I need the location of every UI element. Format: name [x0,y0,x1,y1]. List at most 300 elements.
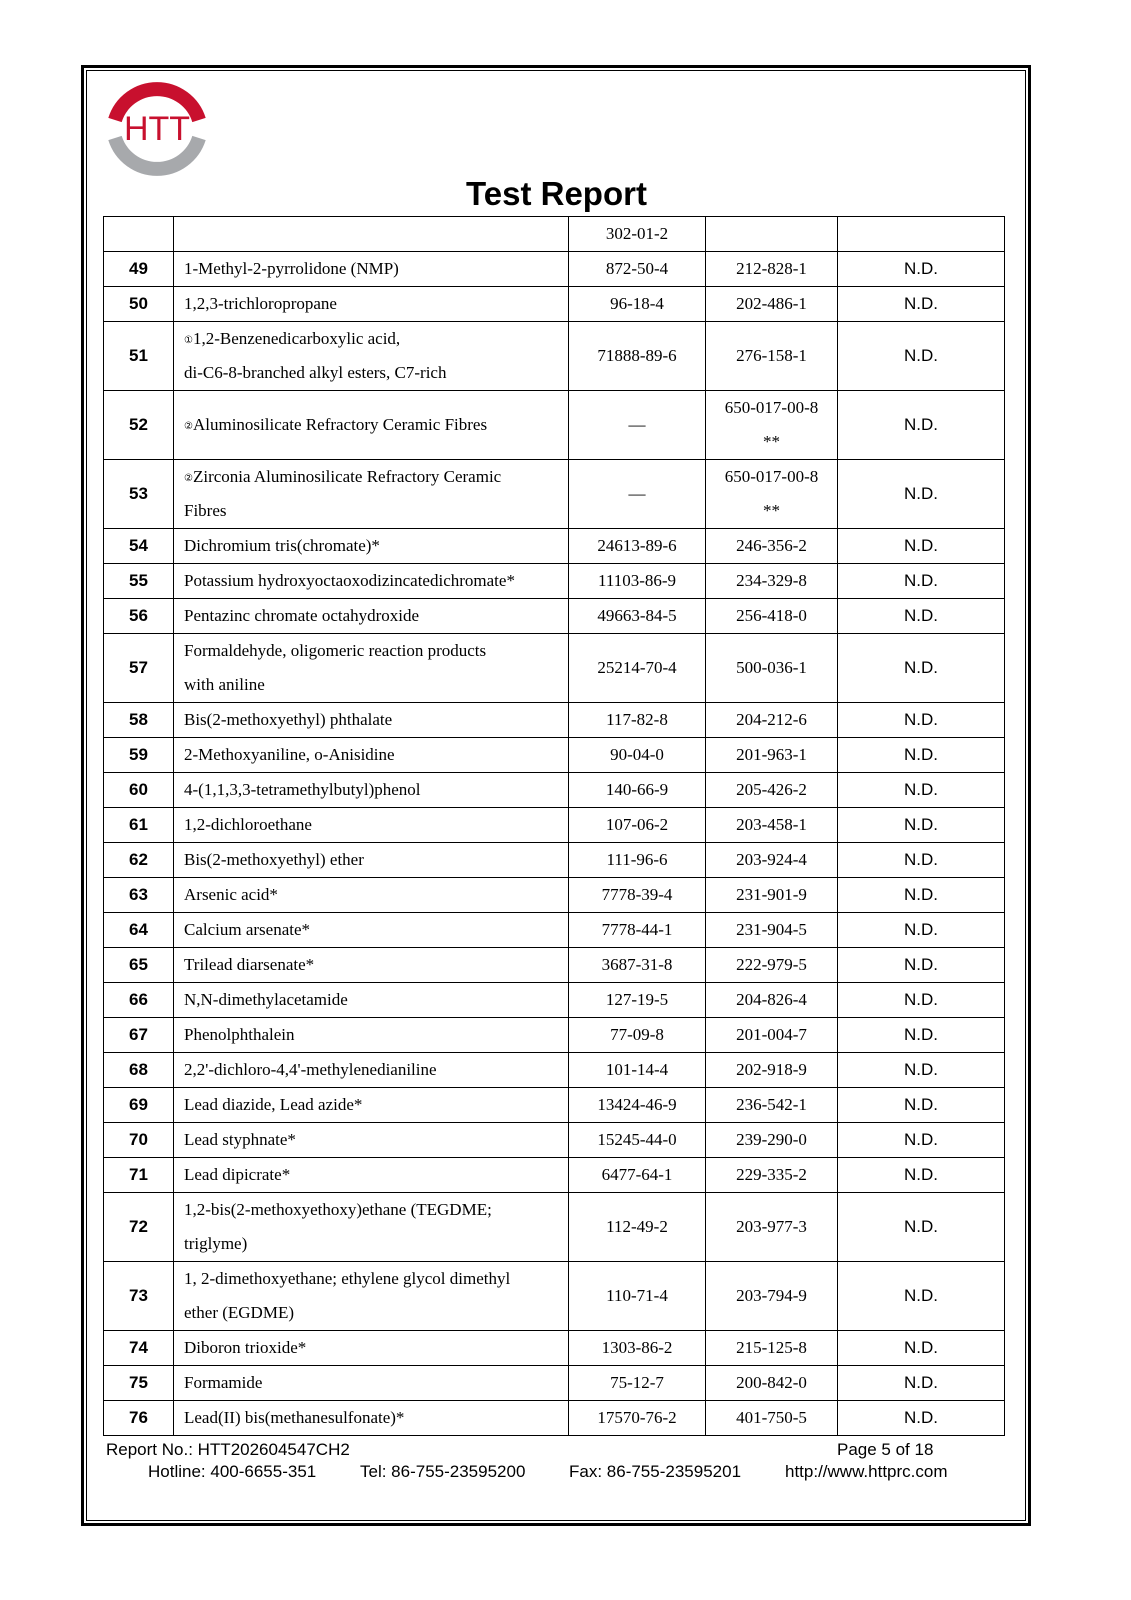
page-title-wrap [0,175,1131,213]
table-row [104,634,1005,703]
cas-number: 101-14-4 [605,1060,669,1079]
cell-ec [706,391,838,460]
substance-name: Lead dipicrate* [184,1165,291,1184]
ec-number: 236-542-1 [736,1095,807,1114]
cell-name [174,773,569,808]
cell-no [104,703,174,738]
substance-name: Diboron trioxide* [184,1338,307,1357]
cell-ec [706,983,838,1018]
cell-cas [569,843,706,878]
ec-number: 401-750-5 [736,1408,807,1427]
table-row [104,808,1005,843]
cell-ec [706,1401,838,1436]
cell-name [174,878,569,913]
cas-number: 127-19-5 [605,990,669,1009]
cell-no [104,773,174,808]
result: N.D. [904,1060,938,1079]
cell-result [838,564,1005,599]
substance-name: Pentazinc chromate octahydroxide [184,606,420,625]
cell-ec [706,1331,838,1366]
table-row [104,1123,1005,1158]
telephone: Tel: 86-755-23595200 [360,1462,526,1481]
cell-no [104,564,174,599]
substance-name: Trilead diarsenate* [184,955,315,974]
website-link[interactable]: http://www.httprc.com [785,1462,948,1481]
substance-name: Bis(2-methoxyethyl) phthalate [184,710,393,729]
ec-number: 203-977-3 [736,1217,807,1236]
substance-name: Lead(II) bis(methanesulfonate)* [184,1408,405,1427]
cas-number: 24613-89-6 [597,536,677,555]
ec-number: 202-486-1 [736,294,807,313]
cell-ec [706,948,838,983]
ec-note: ** [763,432,780,451]
result: N.D. [904,710,938,729]
cell-ec [706,1088,838,1123]
cas-number: 6477-64-1 [601,1165,673,1184]
result: N.D. [904,850,938,869]
ec-number: 204-826-4 [736,990,807,1009]
cell-no [104,1123,174,1158]
row-number: 53 [129,484,148,503]
row-number: 70 [129,1130,148,1149]
ec-number: 222-979-5 [736,955,807,974]
cell-name [174,217,569,252]
cas-number: 49663-84-5 [597,606,677,625]
ec-number: 650-017-00-8 [724,467,819,486]
table-row-continued [104,217,1005,252]
cell-result [838,599,1005,634]
substance-name: 1,2-Benzenedicarboxylic acid, [192,329,401,348]
cell-name [174,322,569,391]
row-number: 57 [129,658,148,677]
table-row [104,391,1005,460]
result: N.D. [904,1408,938,1427]
cell-ec [706,634,838,703]
ec-number: 212-828-1 [736,259,807,278]
cell-ec [706,322,838,391]
substance-name: 1,2-bis(2-methoxyethoxy)ethane (TEGDME; [184,1200,492,1219]
ec-number: 239-290-0 [736,1130,807,1149]
cell-result [838,913,1005,948]
cell-ec [706,1123,838,1158]
cell-name [174,1366,569,1401]
cell-no [104,808,174,843]
row-number: 67 [129,1025,148,1044]
cell-ec [706,738,838,773]
cell-result [838,808,1005,843]
cell-cas [569,1262,706,1331]
cell-name [174,1193,569,1262]
row-number: 73 [129,1286,148,1305]
cell-result [838,1088,1005,1123]
cell-name [174,913,569,948]
ec-number: 200-842-0 [736,1373,807,1392]
table-row [104,843,1005,878]
cell-name [174,1088,569,1123]
row-number: 68 [129,1060,148,1079]
cas-number: 112-49-2 [606,1217,668,1236]
ec-number: 202-918-9 [736,1060,807,1079]
cell-ec [706,217,838,252]
row-number: 50 [129,294,148,313]
ec-number: 204-212-6 [736,710,807,729]
substance-name-cont: ether (EGDME) [184,1303,294,1322]
ec-number: 215-125-8 [736,1338,807,1357]
cell-no [104,634,174,703]
result: N.D. [904,415,938,434]
ec-number: 276-158-1 [736,346,807,365]
row-number: 66 [129,990,148,1009]
cell-cas [569,878,706,913]
row-number: 54 [129,536,148,555]
htt-logo [103,78,211,180]
cell-no [104,843,174,878]
substance-name: Zirconia Aluminosilicate Refractory Ceramic [192,467,502,486]
cell-no [104,217,174,252]
cell-name [174,843,569,878]
substance-name: 1-Methyl-2-pyrrolidone (NMP) [184,259,399,278]
cell-no [104,1262,174,1331]
table-row [104,703,1005,738]
result: N.D. [904,745,938,764]
cell-name [174,1123,569,1158]
ec-number: 256-418-0 [736,606,807,625]
cell-name [174,1331,569,1366]
substance-name: 1,2-dichloroethane [184,815,312,834]
cell-cas [569,1366,706,1401]
cell-no [104,1018,174,1053]
cell-ec [706,703,838,738]
cell-result [838,1193,1005,1262]
cell-result [838,634,1005,703]
cell-name [174,1262,569,1331]
row-number: 75 [129,1373,148,1392]
cas-number: 17570-76-2 [597,1408,677,1427]
cell-result [838,391,1005,460]
cell-cas [569,564,706,599]
cell-ec [706,1366,838,1401]
cas-number: 111-96-6 [606,850,668,869]
substance-name-cont: triglyme) [184,1234,248,1253]
cell-ec [706,808,838,843]
table-row [104,1262,1005,1331]
row-number: 69 [129,1095,148,1114]
cell-name [174,1401,569,1436]
substance-name: Lead diazide, Lead azide* [184,1095,363,1114]
footnote-mark: ② [184,421,193,432]
substance-name: Formamide [184,1373,263,1392]
cell-result [838,287,1005,322]
cell-result [838,843,1005,878]
cell-result [838,1053,1005,1088]
cas-number: 872-50-4 [605,259,669,278]
page-title: Test Report [466,175,647,212]
cell-result [838,217,1005,252]
cell-no [104,1401,174,1436]
ec-number: 203-458-1 [736,815,807,834]
table-row [104,322,1005,391]
cas-number: 110-71-4 [606,1286,668,1305]
cell-ec [706,913,838,948]
ec-number: 650-017-00-8 [724,398,819,417]
row-number: 71 [129,1165,148,1184]
row-number: 62 [129,850,148,869]
cell-cas [569,287,706,322]
ec-note: ** [763,501,780,520]
logo-text: HTT [123,110,191,148]
cas-number: 1303-86-2 [601,1338,673,1357]
cas-number: 13424-46-9 [597,1095,677,1114]
substance-name: 1,2,3-trichloropropane [184,294,337,313]
substance-name-cont: Fibres [184,501,227,520]
substance-name: Aluminosilicate Refractory Ceramic Fibres [192,415,488,434]
cas-number: 7778-44-1 [601,920,673,939]
cell-name [174,287,569,322]
table-row [104,252,1005,287]
cell-name [174,1053,569,1088]
substance-name: N,N-dimethylacetamide [184,990,348,1009]
substance-name: Phenolphthalein [184,1025,295,1044]
cell-ec [706,460,838,529]
cell-ec [706,1158,838,1193]
cell-ec [706,843,838,878]
result: N.D. [904,346,938,365]
table-row [104,1088,1005,1123]
cell-result [838,948,1005,983]
result: N.D. [904,920,938,939]
cell-name [174,529,569,564]
cell-result [838,773,1005,808]
cell-cas [569,391,706,460]
cell-name [174,564,569,599]
cas-number: 77-09-8 [610,1025,664,1044]
table-row [104,1193,1005,1262]
ec-number: 201-963-1 [736,745,807,764]
cell-cas [569,983,706,1018]
cell-cas [569,1018,706,1053]
page-number: Page 5 of 18 [837,1440,934,1459]
substance-name: 1, 2-dimethoxyethane; ethylene glycol dimethyl [184,1269,511,1288]
ec-number: 205-426-2 [736,780,807,799]
table-row [104,878,1005,913]
row-number: 74 [129,1338,148,1357]
result: N.D. [904,955,938,974]
cell-result [838,252,1005,287]
substance-name-cont: di-C6-8-branched alkyl esters, C7-rich [184,363,447,382]
cell-result [838,1401,1005,1436]
cell-ec [706,599,838,634]
table-row [104,1053,1005,1088]
cell-cas [569,913,706,948]
cell-no [104,287,174,322]
table-row [104,460,1005,529]
ec-number: 234-329-8 [736,571,807,590]
table-row [104,529,1005,564]
cas-number: 71888-89-6 [597,346,677,365]
result: N.D. [904,1130,938,1149]
cell-no [104,738,174,773]
substance-name: Bis(2-methoxyethyl) ether [184,850,364,869]
cell-no [104,529,174,564]
row-number: 52 [129,415,148,434]
substance-table [103,216,1005,1436]
cell-result [838,529,1005,564]
cell-no [104,322,174,391]
substance-name: 2-Methoxyaniline, o-Anisidine [184,745,395,764]
cell-ec [706,1018,838,1053]
row-number: 49 [129,259,148,278]
table-row [104,1158,1005,1193]
cell-no [104,1366,174,1401]
cell-cas [569,634,706,703]
cell-name [174,1018,569,1053]
row-number: 58 [129,710,148,729]
result: N.D. [904,990,938,1009]
cell-result [838,1158,1005,1193]
substance-name: 2,2'-dichloro-4,4'-methylenedianiline [184,1060,437,1079]
cell-no [104,1158,174,1193]
ec-number: 231-904-5 [736,920,807,939]
cell-no [104,948,174,983]
cell-result [838,1331,1005,1366]
substance-name: Lead styphnate* [184,1130,296,1149]
row-number: 51 [129,346,148,365]
ec-number: 203-794-9 [736,1286,807,1305]
cell-name [174,703,569,738]
cell-name [174,391,569,460]
report-number: Report No.: HTT202604547CH2 [106,1440,350,1459]
ec-number: 500-036-1 [736,658,807,677]
result: N.D. [904,294,938,313]
cell-result [838,1366,1005,1401]
table-row [104,599,1005,634]
cas-number: 15245-44-0 [597,1130,677,1149]
cell-no [104,1331,174,1366]
table-row [104,287,1005,322]
table-row [104,1366,1005,1401]
cell-cas [569,322,706,391]
ec-number: 201-004-7 [736,1025,807,1044]
cas-number: 75-12-7 [610,1373,664,1392]
row-number: 60 [129,780,148,799]
substance-name-cont: with aniline [184,675,265,694]
cell-cas [569,948,706,983]
footnote-mark: ② [184,473,193,484]
cell-cas [569,808,706,843]
row-number: 63 [129,885,148,904]
cell-cas [569,252,706,287]
cell-cas [569,1123,706,1158]
cell-ec [706,1193,838,1262]
hotline: Hotline: 400-6655-351 [148,1462,317,1481]
table-row [104,738,1005,773]
cell-no [104,599,174,634]
cas-number: 96-18-4 [610,294,664,313]
result: N.D. [904,1373,938,1392]
substance-name: Potassium hydroxyoctaoxodizincatedichromate* [184,571,515,590]
cell-result [838,460,1005,529]
substance-name: Dichromium tris(chromate)* [184,536,380,555]
cell-cas [569,599,706,634]
cell-ec [706,1262,838,1331]
cell-result [838,703,1005,738]
row-number: 76 [129,1408,148,1427]
table-row [104,1018,1005,1053]
cas-number: 140-66-9 [605,780,669,799]
cas-number: — [628,484,646,503]
row-number: 65 [129,955,148,974]
cell-cas [569,1401,706,1436]
cell-no [104,391,174,460]
result: N.D. [904,1165,938,1184]
cell-name [174,948,569,983]
cell-ec [706,773,838,808]
cell-no [104,1053,174,1088]
cell-cas [569,460,706,529]
cell-cas [569,703,706,738]
ec-number: 229-335-2 [736,1165,807,1184]
cell-result [838,983,1005,1018]
cell-result [838,738,1005,773]
table-row [104,773,1005,808]
result: N.D. [904,1338,938,1357]
fax: Fax: 86-755-23595201 [569,1462,742,1481]
table-row [104,948,1005,983]
result: N.D. [904,484,938,503]
cell-name [174,599,569,634]
cell-name [174,634,569,703]
result: N.D. [904,571,938,590]
cell-result [838,878,1005,913]
cell-name [174,738,569,773]
cell-no [104,983,174,1018]
table-row [104,1401,1005,1436]
result: N.D. [904,606,938,625]
cell-ec [706,878,838,913]
substance-name: Calcium arsenate* [184,920,311,939]
row-number: 64 [129,920,148,939]
table-row [104,913,1005,948]
cell-name [174,1158,569,1193]
cas-number: 90-04-0 [610,745,664,764]
cas-number: 107-06-2 [605,815,669,834]
cell-cas [569,529,706,564]
cell-no [104,460,174,529]
row-number: 56 [129,606,148,625]
cell-cas [569,1193,706,1262]
cell-name [174,983,569,1018]
cell-ec [706,1053,838,1088]
row-number: 61 [129,815,148,834]
result: N.D. [904,1025,938,1044]
result: N.D. [904,658,938,677]
footnote-mark: ① [184,335,193,346]
result: N.D. [904,536,938,555]
table-row [104,983,1005,1018]
result: N.D. [904,1217,938,1236]
cell-ec [706,529,838,564]
cell-name [174,252,569,287]
cell-result [838,1123,1005,1158]
cell-result [838,322,1005,391]
cell-cas [569,1331,706,1366]
substance-name: 4-(1,1,3,3-tetramethylbutyl)phenol [184,780,421,799]
cell-cas [569,1088,706,1123]
cell-cas [569,1158,706,1193]
cell-result [838,1262,1005,1331]
row-number: 59 [129,745,148,764]
cas-number: 25214-70-4 [597,658,677,677]
